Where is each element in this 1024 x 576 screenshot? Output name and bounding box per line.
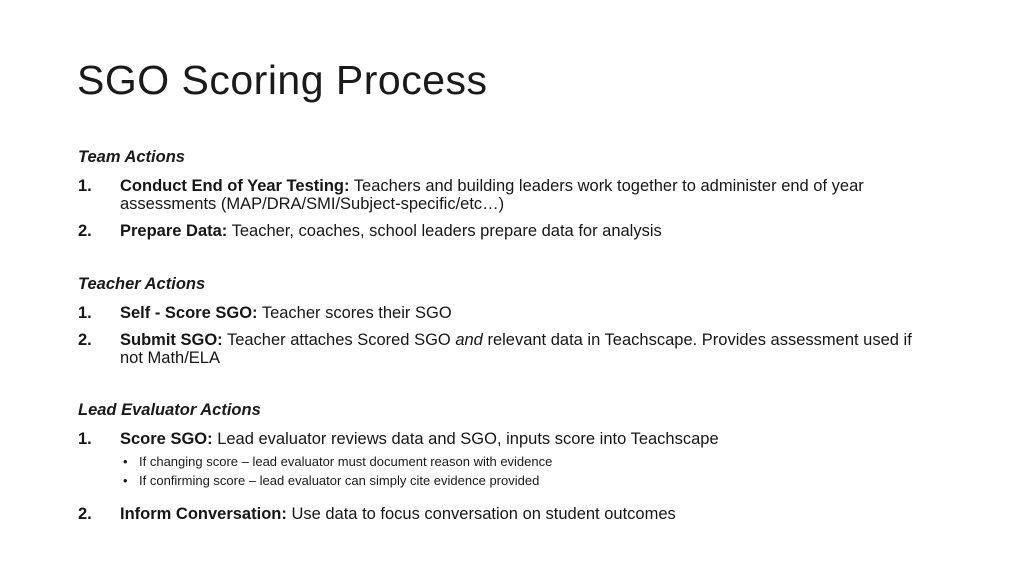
section-lead-evaluator-actions (78, 401, 964, 523)
item-number: 2. (78, 504, 92, 523)
list-item (78, 506, 964, 524)
section-teacher-actions (78, 275, 964, 368)
list-item (78, 305, 964, 323)
item-text: Self - Score SGO: Teacher scores their SGO (120, 303, 452, 322)
item-main-line: Score SGO: Lead evaluator reviews data and SGO, inputs score into Teachscape (120, 430, 719, 448)
item-text: Conduct End of Year Testing: Teachers and building leaders work together to administer end of year assessments (MAP/DRA/SMI/Subject-specific/etc…) (120, 177, 864, 213)
item-text: Prepare Data: Teacher, coaches, school leaders prepare data for analysis (120, 222, 662, 240)
item-number: 1. (78, 303, 92, 322)
item-text: Inform Conversation: Use data to focus conversation on student outcomes (120, 504, 676, 523)
sub-bullet-list (120, 452, 920, 491)
slide-title: SGO Scoring Process (77, 57, 488, 103)
section-team-actions (78, 148, 964, 241)
section-heading: Team Actions (78, 148, 185, 166)
list-item (78, 332, 964, 367)
list-item (78, 223, 964, 241)
item-number: 1. (78, 430, 92, 448)
sub-bullet-text: If confirming score – lead evaluator can simply cite evidence provided (139, 473, 540, 488)
sub-bullet-item (120, 452, 920, 472)
item-text (120, 431, 920, 496)
bullet-icon: • (123, 453, 128, 469)
list-item (78, 178, 964, 213)
sub-bullet-item (120, 471, 920, 491)
item-text: Submit SGO: Teacher attaches Scored SGO and relevant data in Teachscape. Provides assessment used if not Math/ELA (120, 331, 912, 367)
section-heading: Teacher Actions (78, 274, 206, 293)
item-number: 2. (78, 222, 92, 240)
item-number: 1. (78, 177, 92, 195)
bullet-icon: • (123, 473, 128, 488)
section-heading: Lead Evaluator Actions (78, 401, 261, 419)
slide-body (78, 148, 964, 523)
item-number: 2. (78, 331, 92, 349)
sub-bullet-text: If changing score – lead evaluator must document reason with evidence (139, 453, 553, 469)
list-item (78, 431, 964, 496)
